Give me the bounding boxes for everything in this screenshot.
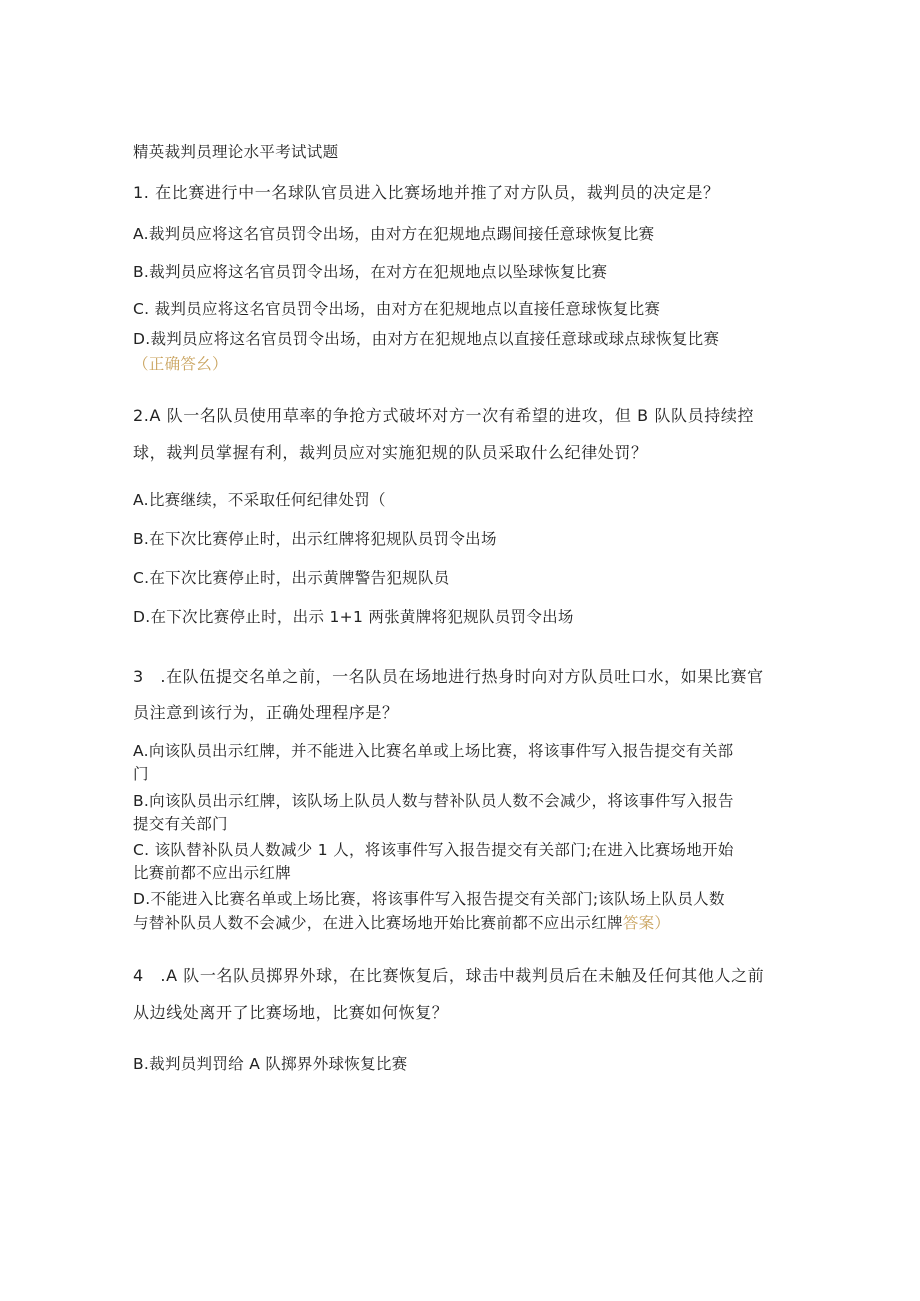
question-stem-line-2: 球，裁判员掌握有利，裁判员应对实施犯规的队员采取什么纪律处罚？	[133, 443, 648, 462]
option-c-line-1: C. 该队替补队员人数减少 1 人，将该事件写入报告提交有关部门;在进入比赛场地开始	[133, 841, 734, 859]
option-a-line-1: A.向该队员出示红牌，并不能进入比赛名单或上场比赛，将该事件写入报告提交有关部	[133, 742, 734, 760]
answer-mark: （正确答幺）	[133, 355, 228, 373]
document-title: 精英裁判员理论水平考试试题	[133, 143, 339, 161]
question-stem-line-2: 员注意到该行为，正确处理程序是？	[133, 703, 399, 722]
option-c-line-2: 比赛前都不应出示红牌	[133, 864, 292, 882]
question-stem-line-2: 从边线处离开了比赛场地，比赛如何恢复？	[133, 1003, 449, 1022]
option-a: A.比赛继续，不采取任何纪律处罚（	[133, 491, 386, 509]
option-b-line-1: B.向该队员出示红牌，该队场上队员人数与替补队员人数不会减少，将该事件写入报告	[133, 792, 734, 810]
question-stem-line-1: 3 .在队伍提交名单之前，一名队员在场地进行热身时向对方队员吐口水，如果比赛官	[133, 667, 764, 686]
option-c: C. 裁判员应将这名官员罚令出场，由对方在犯规地点以直接任意球恢复比赛	[133, 300, 661, 318]
question-stem-line-1: 4 .A 队一名队员掷界外球，在比赛恢复后，球击中裁判员后在未触及任何其他人之前	[133, 966, 765, 985]
option-d-text: 与替补队员人数不会减少，在进入比赛场地开始比赛前都不应出示红牌	[133, 914, 623, 932]
answer-mark: 答案）	[622, 914, 671, 932]
option-a: A.裁判员应将这名官员罚令出场，由对方在犯规地点踢间接任意球恢复比赛	[133, 225, 655, 243]
option-d-line-2	[133, 913, 670, 933]
option-d-line-1: D.不能进入比赛名单或上场比赛，将该事件写入报告提交有关部门;该队场上队员人数	[133, 890, 725, 908]
option-b: B.在下次比赛停止时，出示红牌将犯规队员罚令出场	[133, 530, 497, 548]
option-d: D.在下次比赛停止时，出示 1+1 两张黄牌将犯规队员罚令出场	[133, 608, 574, 626]
question-stem-line-1: 2.A 队一名队员使用草率的争抢方式破坏对方一次有希望的进攻，但 B 队队员持续控	[133, 406, 755, 425]
option-b: B.裁判员应将这名官员罚令出场，在对方在犯规地点以坠球恢复比赛	[133, 263, 608, 281]
option-b: B.裁判员判罚给 A 队掷界外球恢复比赛	[133, 1055, 408, 1073]
option-b-line-2: 提交有关部门	[133, 815, 228, 833]
question-stem: 1. 在比赛进行中一名球队官员进入比赛场地并推了对方队员，裁判员的决定是？	[133, 183, 720, 202]
option-c: C.在下次比赛停止时，出示黄牌警告犯规队员	[133, 569, 450, 587]
option-a-line-2: 门	[133, 765, 149, 783]
option-d: D.裁判员应将这名官员罚令出场，由对方在犯规地点以直接任意球或球点球恢复比赛	[133, 330, 720, 348]
